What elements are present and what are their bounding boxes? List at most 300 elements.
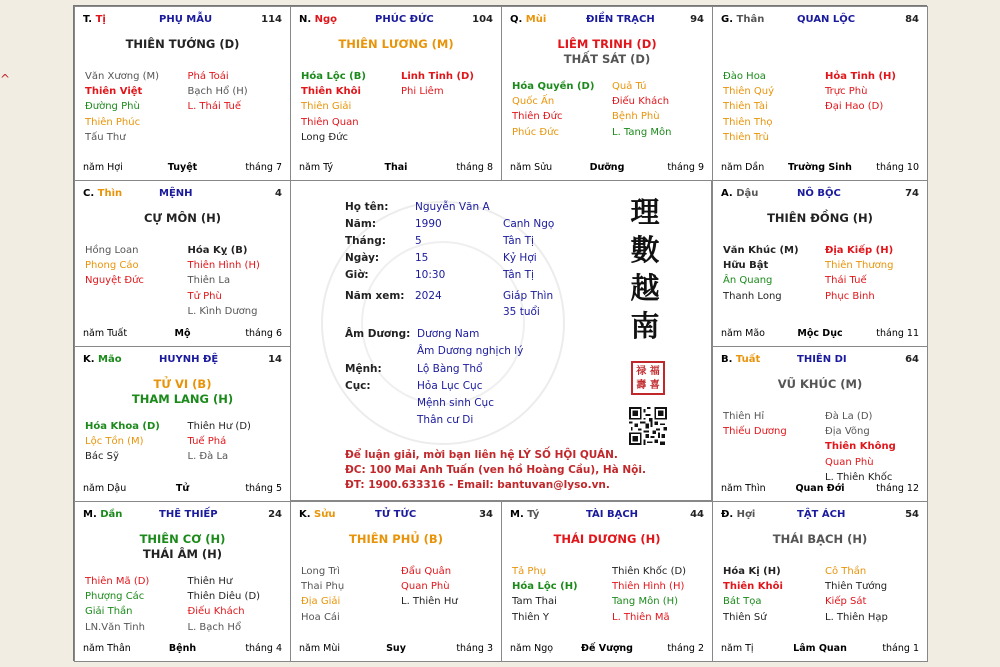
- title-char: 南: [630, 309, 660, 343]
- palace-cell-ti: [74, 6, 291, 181]
- palace-stage: Trường Sinh: [788, 162, 852, 173]
- palace-footer: [721, 326, 919, 339]
- minor-star: Thiếu Dương: [723, 426, 787, 438]
- palace-stage: Dưỡng: [589, 162, 625, 173]
- info-label: Giờ:: [345, 269, 369, 281]
- minor-star: Thiên Khốc (D): [612, 566, 687, 577]
- palace-header: [510, 509, 704, 523]
- minor-star: Nguyệt Đức: [85, 275, 144, 287]
- minor-star: Thiên Quý: [723, 86, 775, 98]
- minor-star: Thiên Hư (D): [187, 421, 251, 432]
- minor-star: Thiên Quan: [301, 116, 359, 128]
- minor-star: Tam Thai: [512, 596, 557, 608]
- minor-stars-left: [85, 419, 185, 465]
- palace-header: [721, 354, 919, 368]
- minor-star: Hóa Kỵ (B): [187, 245, 248, 256]
- minor-star: Thiên Hình (H): [612, 581, 685, 593]
- minor-stars-right: [609, 79, 706, 140]
- palace-year: năm Tị: [721, 643, 754, 654]
- palace-footer: [721, 641, 919, 654]
- minor-star: Giải Thần: [85, 606, 133, 618]
- minor-stars-left: [301, 564, 398, 625]
- major-stars: [291, 532, 501, 547]
- palace-footer: [83, 326, 282, 339]
- minor-star: L. Kình Dương: [187, 305, 258, 317]
- minor-star: Thiên Mã (D): [85, 576, 150, 587]
- palace-footer: [510, 641, 704, 654]
- minor-star: Điếu Khách: [612, 96, 670, 108]
- minor-stars-right: [185, 419, 285, 465]
- palace-month: tháng 6: [245, 328, 282, 339]
- minor-star: Đường Phù: [85, 101, 140, 113]
- palace-branch: [721, 354, 760, 365]
- palace-branch: [299, 509, 336, 520]
- palace-year: năm Sửu: [510, 162, 553, 173]
- branch-name: Tuất: [735, 354, 761, 365]
- minor-stars-left: [85, 243, 185, 289]
- palace-month: tháng 5: [245, 483, 282, 494]
- minor-star: Tấu Thư: [85, 131, 126, 143]
- info-label: Họ tên:: [345, 201, 389, 213]
- branch-name: Tị: [95, 14, 106, 25]
- palace-cell-dan: [74, 501, 291, 662]
- info-value: Nguyễn Văn A: [415, 201, 490, 213]
- major-star: THẤT SÁT (D): [563, 52, 651, 66]
- minor-star: Thiên Khôi: [723, 581, 783, 593]
- branch-code: Q.: [510, 14, 523, 25]
- minor-stars-right: [822, 409, 921, 485]
- palace-number: 94: [690, 14, 704, 25]
- minor-star: Địa Giải: [301, 596, 341, 608]
- palace-stage: Quan Đới: [795, 483, 845, 494]
- palace-branch: [83, 509, 122, 520]
- minor-star: Hỏa Tinh (H): [825, 71, 896, 82]
- info-value-age: 35 tuổi: [503, 306, 540, 318]
- palace-number: 74: [905, 188, 919, 199]
- info-value: Mệnh sinh Cục: [417, 397, 494, 409]
- palace-cell-tuat: [712, 346, 928, 502]
- title-char: 越: [630, 271, 660, 305]
- palace-cell-thin: [74, 180, 291, 347]
- palace-month: tháng 9: [667, 162, 704, 173]
- minor-star: L. Thiên Hư: [401, 596, 458, 608]
- info-value: 5: [415, 235, 422, 247]
- palace-cell-than: [712, 6, 928, 181]
- minor-star: Thái Tuế: [825, 275, 867, 287]
- minor-stars-right: [822, 564, 921, 625]
- minor-star: Thiên Phúc: [85, 116, 141, 128]
- palace-name: PHÚC ĐỨC: [375, 14, 434, 25]
- horoscope-chart: [73, 5, 927, 661]
- palace-month: tháng 12: [876, 483, 919, 494]
- minor-star: L. Thái Tuế: [187, 101, 242, 113]
- palace-name: TỬ TỨC: [375, 509, 417, 520]
- minor-star: Đại Hao (D): [825, 101, 884, 113]
- minor-star: L. Bạch Hổ: [187, 621, 242, 633]
- major-stars: [713, 377, 927, 392]
- info-value: Thân cư Di: [417, 414, 474, 426]
- palace-month: tháng 7: [245, 162, 282, 173]
- branch-name: Dần: [100, 509, 123, 520]
- branch-code: T.: [83, 14, 93, 25]
- info-value: 10:30: [415, 269, 446, 281]
- minor-star: Thiên Hỉ: [723, 411, 765, 422]
- minor-stars-right: [822, 243, 921, 304]
- palace-header: [83, 354, 282, 368]
- palace-year: năm Tuất: [83, 328, 128, 339]
- info-label: Cục:: [345, 380, 371, 392]
- palace-cell-suu: [290, 501, 502, 662]
- minor-star: L. Tang Môn: [612, 126, 672, 138]
- minor-star: Điếu Khách: [187, 606, 245, 618]
- palace-number: 44: [690, 509, 704, 520]
- palace-name: PHỤ MẪU: [159, 14, 213, 25]
- info-value: 15: [415, 252, 429, 264]
- palace-year: năm Hợi: [83, 162, 123, 173]
- minor-star: Cô Thần: [825, 566, 867, 577]
- major-star: THIÊN PHỦ (B): [349, 532, 443, 546]
- palace-number: 84: [905, 14, 919, 25]
- info-value: 1990: [415, 218, 442, 230]
- minor-star: Quan Phù: [825, 456, 874, 468]
- minor-star: Quả Tú: [612, 81, 647, 92]
- major-star: THÁI ÂM (H): [142, 547, 223, 561]
- palace-footer: [299, 160, 493, 173]
- palace-cell-ngo: [290, 6, 502, 181]
- minor-stars-left: [723, 243, 822, 304]
- major-star: VŨ KHÚC (M): [777, 377, 863, 391]
- palace-branch: [83, 188, 122, 199]
- info-value-canchi: Canh Ngọ: [503, 218, 555, 230]
- minor-star: Thiên Đức: [512, 111, 563, 123]
- palace-branch: [721, 509, 755, 520]
- minor-star: Phượng Các: [85, 591, 145, 603]
- branch-name: Sửu: [314, 509, 336, 520]
- minor-star: Tuế Phá: [187, 436, 227, 448]
- minor-star: Phi Liêm: [401, 86, 444, 98]
- palace-name: TẬT ÁCH: [797, 509, 846, 520]
- branch-code: M.: [83, 509, 97, 520]
- palace-name: QUAN LỘC: [797, 14, 856, 25]
- palace-stage: Tử: [175, 483, 190, 494]
- minor-star: Thiên Khôi: [301, 86, 361, 98]
- minor-star: Hóa Lộc (B): [301, 71, 366, 82]
- palace-month: tháng 11: [876, 328, 919, 339]
- branch-code: C.: [83, 188, 95, 199]
- minor-stars-left: [512, 564, 609, 625]
- palace-footer: [83, 160, 282, 173]
- major-star: THIÊN LƯƠNG (M): [338, 37, 454, 51]
- major-stars: [291, 37, 501, 52]
- major-star: THIÊN CƠ (H): [139, 532, 226, 546]
- minor-star: Hóa Lộc (H): [512, 581, 578, 593]
- major-star: LIÊM TRINH (D): [557, 37, 657, 51]
- info-label: Âm Dương:: [345, 328, 411, 340]
- minor-star: Văn Xương (M): [85, 71, 160, 82]
- major-stars: [75, 211, 290, 226]
- palace-header: [299, 509, 493, 523]
- info-label: Tháng:: [345, 235, 386, 247]
- contact-line-3: ĐT: 1900.633316 - Email: bantuvan@lyso.vn.: [345, 479, 610, 491]
- palace-footer: [299, 641, 493, 654]
- major-stars: [502, 532, 712, 547]
- palace-month: tháng 10: [876, 162, 919, 173]
- palace-header: [721, 14, 919, 28]
- palace-month: tháng 3: [456, 643, 493, 654]
- palace-header: [83, 509, 282, 523]
- palace-year: năm Ngọ: [510, 643, 554, 654]
- minor-star: Thiên Tài: [723, 101, 768, 113]
- palace-month: tháng 1: [882, 643, 919, 654]
- palace-name: HUYNH ĐỆ: [159, 354, 219, 365]
- minor-star: Long Trì: [301, 566, 340, 577]
- contact-line-1: Để luận giải, mời bạn liên hệ LÝ SỐ HỘI QUÁN.: [345, 449, 618, 461]
- palace-cell-ty: [501, 501, 713, 662]
- minor-star: Bạch Hổ (H): [187, 86, 248, 98]
- branch-code: K.: [299, 509, 311, 520]
- minor-star: Tang Môn (H): [612, 596, 679, 608]
- palace-year: năm Thân: [83, 643, 131, 654]
- palace-stage: Đế Vượng: [581, 643, 633, 654]
- minor-star: Thiên Diêu (D): [187, 591, 261, 603]
- palace-footer: [83, 641, 282, 654]
- minor-star: Trực Phù: [825, 86, 868, 98]
- info-value: Âm Dương nghịch lý: [417, 345, 524, 357]
- major-stars: [75, 377, 290, 407]
- palace-stage: Lâm Quan: [793, 643, 847, 654]
- palace-stage: Mộ: [174, 328, 191, 339]
- title-calligraphy: [625, 193, 665, 345]
- minor-star: Đào Hoa: [723, 71, 766, 82]
- minor-stars-left: [85, 69, 185, 145]
- branch-name: Dậu: [736, 188, 759, 199]
- minor-star: L. Thiên Mã: [612, 611, 670, 623]
- minor-star: Phục Binh: [825, 290, 875, 302]
- major-stars: [713, 532, 927, 547]
- palace-number: 34: [479, 509, 493, 520]
- minor-star: Phúc Đức: [512, 126, 559, 138]
- minor-stars-right: [185, 243, 285, 319]
- minor-star: Phá Toái: [187, 71, 229, 82]
- major-stars: [713, 211, 927, 226]
- palace-footer: [721, 160, 919, 173]
- minor-stars-right: [398, 564, 495, 610]
- info-label: Mệnh:: [345, 363, 382, 375]
- minor-star: Hóa Quyền (D): [512, 81, 595, 92]
- minor-star: Thiên Không: [825, 441, 896, 453]
- branch-name: Thân: [736, 14, 765, 25]
- minor-star: Thiên Thọ: [723, 116, 773, 128]
- palace-name: THIÊN DI: [797, 354, 847, 365]
- info-value: Dương Nam: [417, 328, 480, 340]
- branch-code: N.: [299, 14, 312, 25]
- minor-stars-right: [185, 69, 285, 115]
- minor-star: Hữu Bật: [723, 260, 769, 272]
- palace-number: 4: [275, 188, 282, 199]
- palace-year: năm Dần: [721, 162, 765, 173]
- palace-cell-dau: [712, 180, 928, 347]
- palace-footer: [510, 160, 704, 173]
- branch-name: Ngọ: [314, 14, 338, 25]
- minor-star: L. Thiên Khốc: [825, 471, 893, 483]
- minor-stars-left: [512, 79, 609, 140]
- palace-branch: [510, 509, 539, 520]
- palace-name: THÊ THIẾP: [159, 509, 218, 520]
- palace-number: 14: [268, 354, 282, 365]
- palace-name: NÔ BỘC: [797, 188, 841, 199]
- major-star: THÁI BẠCH (H): [772, 532, 868, 546]
- palace-stage: Mộc Dục: [797, 328, 843, 339]
- minor-star: Văn Khúc (M): [723, 245, 799, 256]
- minor-star: Thiên Y: [512, 611, 550, 623]
- minor-star: Hoa Cái: [301, 611, 340, 623]
- branch-name: Mùi: [525, 14, 547, 25]
- minor-stars-left: [723, 69, 822, 145]
- minor-stars-left: [723, 564, 822, 625]
- palace-cell-hoi: [712, 501, 928, 662]
- palace-cell-mui: [501, 6, 713, 181]
- info-value-canchi: Tân Tị: [503, 269, 534, 281]
- major-stars: [502, 37, 712, 67]
- minor-star: Bát Tọa: [723, 596, 762, 608]
- minor-star: Thai Phụ: [301, 581, 345, 593]
- palace-year: năm Dậu: [83, 483, 127, 494]
- branch-name: Tý: [527, 509, 540, 520]
- palace-footer: [721, 481, 919, 494]
- title-char: 數: [630, 233, 660, 267]
- palace-month: tháng 4: [245, 643, 282, 654]
- contact-line-2: ĐC: 100 Mai Anh Tuấn (ven hồ Hoàng Cầu), Hà Nội.: [345, 464, 646, 476]
- major-star: TỬ VI (B): [153, 377, 212, 391]
- minor-star: Đẩu Quân: [401, 566, 452, 577]
- info-value: 2024: [415, 290, 442, 302]
- qr-code-icon: [629, 407, 667, 445]
- branch-name: Hợi: [736, 509, 756, 520]
- major-stars: [75, 37, 290, 52]
- info-label: Ngày:: [345, 252, 380, 264]
- minor-star: Thiên La: [187, 275, 231, 287]
- minor-star: Thiên Hình (H): [187, 260, 260, 272]
- edge-mark: ^: [0, 72, 11, 86]
- palace-header: [510, 14, 704, 28]
- palace-branch: [721, 14, 764, 25]
- minor-star: Địa Kiếp (H): [825, 245, 894, 256]
- branch-name: Mão: [98, 354, 122, 365]
- palace-branch: [721, 188, 758, 199]
- palace-name: ĐIỀN TRẠCH: [586, 14, 655, 25]
- minor-star: Tử Phù: [187, 290, 222, 302]
- branch-code: B.: [721, 354, 733, 365]
- minor-stars-right: [185, 574, 285, 635]
- info-value-canchi: Giáp Thìn: [503, 290, 554, 302]
- palace-year: năm Mùi: [299, 643, 340, 654]
- minor-star: Quốc Ấn: [512, 96, 555, 108]
- palace-year: năm Mão: [721, 328, 765, 339]
- title-char: 理: [630, 195, 660, 229]
- minor-stars-right: [609, 564, 706, 625]
- palace-branch: [299, 14, 337, 25]
- minor-star: Kiếp Sát: [825, 596, 867, 608]
- palace-month: tháng 2: [667, 643, 704, 654]
- palace-month: tháng 8: [456, 162, 493, 173]
- minor-star: LN.Văn Tinh: [85, 621, 145, 633]
- branch-code: M.: [510, 509, 524, 520]
- palace-header: [83, 188, 282, 202]
- minor-star: Quan Phù: [401, 581, 450, 593]
- palace-number: 64: [905, 354, 919, 365]
- minor-star: Lộc Tồn (M): [85, 436, 144, 448]
- major-star: THÁI DƯƠNG (H): [553, 532, 661, 546]
- minor-star: Thiên Giải: [301, 101, 352, 113]
- palace-cell-mao: [74, 346, 291, 502]
- minor-star: Thiên Trù: [723, 131, 769, 143]
- minor-star: Bác Sỹ: [85, 451, 119, 463]
- palace-header: [299, 14, 493, 28]
- palace-header: [721, 188, 919, 202]
- palace-number: 114: [261, 14, 282, 25]
- major-star: CỰ MÔN (H): [143, 211, 222, 225]
- minor-stars-left: [301, 69, 398, 145]
- palace-year: năm Thìn: [721, 483, 766, 494]
- minor-star: Thiên Thương: [825, 260, 894, 272]
- palace-number: 24: [268, 509, 282, 520]
- info-value-canchi: Kỷ Hợi: [503, 252, 537, 264]
- major-star: THIÊN TƯỚNG (D): [125, 37, 240, 51]
- palace-number: 54: [905, 509, 919, 520]
- palace-stage: Suy: [386, 643, 406, 654]
- minor-stars-left: [723, 409, 822, 439]
- palace-stage: Tuyệt: [167, 162, 198, 173]
- palace-name: TÀI BẠCH: [586, 509, 639, 520]
- branch-code: K.: [83, 354, 95, 365]
- info-label: Năm:: [345, 218, 377, 230]
- branch-code: G.: [721, 14, 734, 25]
- minor-star: Hồng Loan: [85, 245, 139, 256]
- info-value: Hỏa Lục Cục: [417, 380, 483, 392]
- branch-code: A.: [721, 188, 733, 199]
- major-stars: [75, 532, 290, 562]
- minor-star: Tả Phụ: [512, 566, 547, 577]
- palace-branch: [83, 14, 106, 25]
- palace-stage: Bệnh: [168, 643, 197, 654]
- minor-star: Bệnh Phù: [612, 111, 660, 123]
- palace-year: năm Tý: [299, 162, 334, 173]
- major-star: THIÊN ĐỒNG (H): [767, 211, 873, 225]
- minor-star: Đà La (D): [825, 411, 873, 422]
- minor-star: Thiên Sứ: [723, 611, 767, 623]
- palace-header: [83, 14, 282, 28]
- minor-star: L. Thiên Hạp: [825, 611, 888, 623]
- palace-stage: Thai: [384, 162, 408, 173]
- minor-star: Thiên Tướng: [825, 581, 888, 593]
- branch-code: Đ.: [721, 509, 734, 520]
- palace-branch: [510, 14, 546, 25]
- minor-star: Ân Quang: [723, 275, 773, 287]
- minor-star: Thiên Việt: [85, 86, 143, 98]
- minor-star: L. Đà La: [187, 451, 229, 463]
- center-info-panel: [290, 180, 712, 501]
- major-star: THAM LANG (H): [131, 392, 234, 406]
- info-label: Năm xem:: [345, 290, 405, 302]
- minor-star: Hóa Kị (H): [723, 566, 781, 577]
- palace-header: [721, 509, 919, 523]
- branch-name: Thìn: [97, 188, 123, 199]
- minor-star: Long Đức: [301, 131, 348, 143]
- info-value-canchi: Tân Tị: [503, 235, 534, 247]
- minor-stars-right: [822, 69, 921, 115]
- minor-star: Linh Tinh (D): [401, 71, 474, 82]
- palace-branch: [83, 354, 122, 365]
